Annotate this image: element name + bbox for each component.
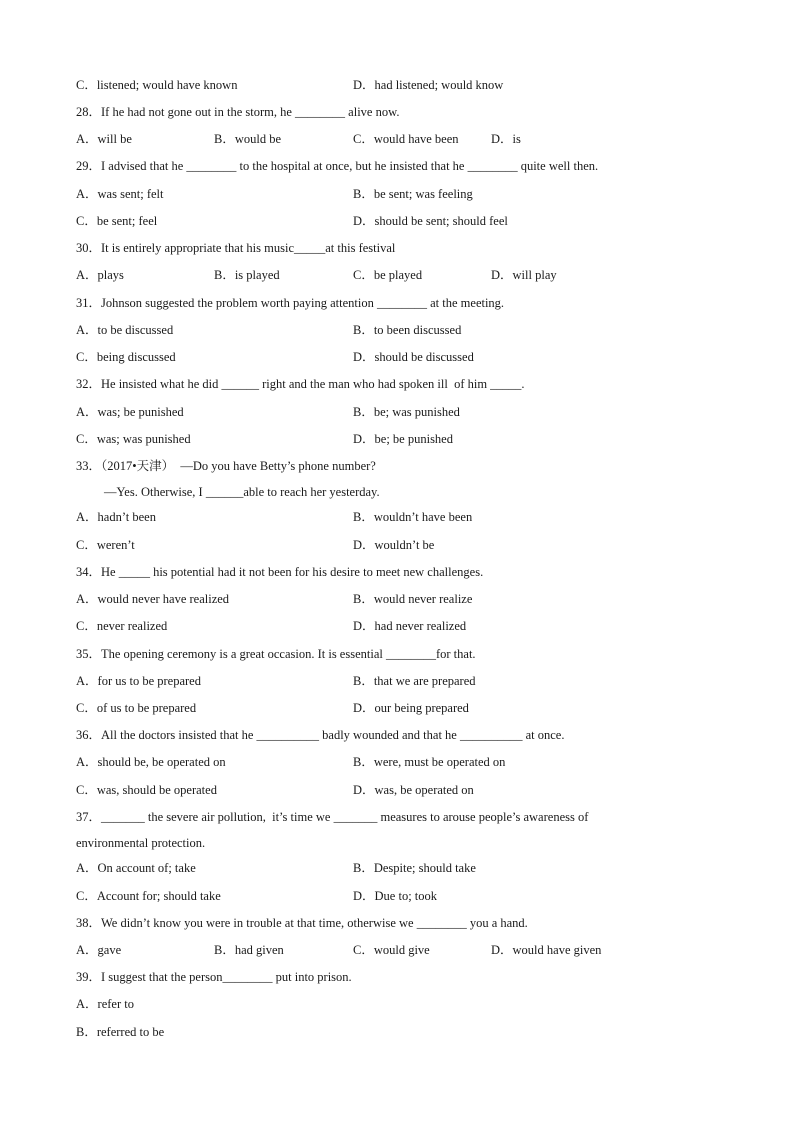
question-text: 38．We didn’t know you were in trouble at that time, otherwise we ________ you a hand. [76,916,528,930]
question-text: environmental protection. [76,836,206,850]
answer-option: A．was sent; felt [76,187,164,201]
answer-option: B．to been discussed [353,323,462,337]
answer-option: B．were, must be operated on [353,755,506,769]
answer-option: D．should be discussed [353,350,474,364]
answer-option: B．be; was punished [353,405,460,419]
answer-option: C．was, should be operated [76,783,217,797]
question-text: 30．It is entirely appropriate that his music_____at this festival [76,241,396,255]
answer-option: C．was; was punished [76,432,191,446]
answer-option: B．wouldn’t have been [353,510,473,524]
answer-option: B．Despite; should take [353,861,476,875]
answer-option: D．Due to; took [353,889,438,903]
answer-option: D．will play [491,268,557,282]
answer-option: B．had given [214,943,284,957]
answer-option: D．had never realized [353,619,467,633]
answer-option: B．referred to be [76,1025,165,1039]
answer-option: A．gave [76,943,122,957]
answer-option: D．would have given [491,943,602,957]
answer-option: A．refer to [76,997,134,1011]
question-text: 35．The opening ceremony is a great occasion. It is essential ________for that. [76,647,476,661]
answer-option: C．being discussed [76,350,176,364]
answer-option: D．our being prepared [353,701,469,715]
answer-option: D．was, be operated on [353,783,474,797]
question-text: 39．I suggest that the person________ put into prison. [76,970,352,984]
answer-option: C．Account for; should take [76,889,221,903]
answer-option: A．hadn’t been [76,510,156,524]
question-text: 34．He _____ his potential had it not been for his desire to meet new challenges. [76,565,484,579]
question-text: 31．Johnson suggested the problem worth paying attention ________ at the meeting. [76,296,505,310]
answer-option: A．for us to be prepared [76,674,201,688]
answer-option: A．to be discussed [76,323,174,337]
answer-option: B．that we are prepared [353,674,476,688]
answer-option: C．weren’t [76,538,135,552]
answer-option: A．plays [76,268,124,282]
answer-option: A．would never have realized [76,592,230,606]
question-text: 33．（2017•天津） —Do you have Betty’s phone number? [76,459,376,473]
answer-option: D．had listened; would know [353,78,504,92]
question-text: 29．I advised that he ________ to the hospital at once, but he insisted that he ________ quite well then. [76,159,599,173]
answer-option: C．never realized [76,619,168,633]
question-text: 28．If he had not gone out in the storm, he ________ alive now. [76,105,400,119]
answer-option: A．On account of; take [76,861,196,875]
answer-option: A．should be, be operated on [76,755,226,769]
question-text: 32．He insisted what he did ______ right and the man who had spoken ill of him _____. [76,377,525,391]
answer-option: C．be played [353,268,423,282]
answer-option: D．be; be punished [353,432,453,446]
answer-option: C．listened; would have known [76,78,238,92]
answer-option: D．should be sent; should feel [353,214,508,228]
answer-option: D．wouldn’t be [353,538,435,552]
answer-option: C．would give [353,943,430,957]
answer-option: C．of us to be prepared [76,701,197,715]
question-text: 36．All the doctors insisted that he __________ badly wounded and that he __________ at once. [76,728,565,742]
answer-option: A．was; be punished [76,405,184,419]
answer-option: B．would be [214,132,282,146]
answer-option: B．is played [214,268,280,282]
answer-option: B．would never realize [353,592,473,606]
answer-option: B．be sent; was feeling [353,187,473,201]
question-text: 37．_______ the severe air pollution, it’s time we _______ measures to arouse people’s awareness of [76,810,589,824]
question-text: —Yes. Otherwise, I ______able to reach her yesterday. [104,485,380,499]
answer-option: A．will be [76,132,132,146]
answer-option: C．would have been [353,132,459,146]
answer-option: C．be sent; feel [76,214,158,228]
answer-option: D．is [491,132,521,146]
